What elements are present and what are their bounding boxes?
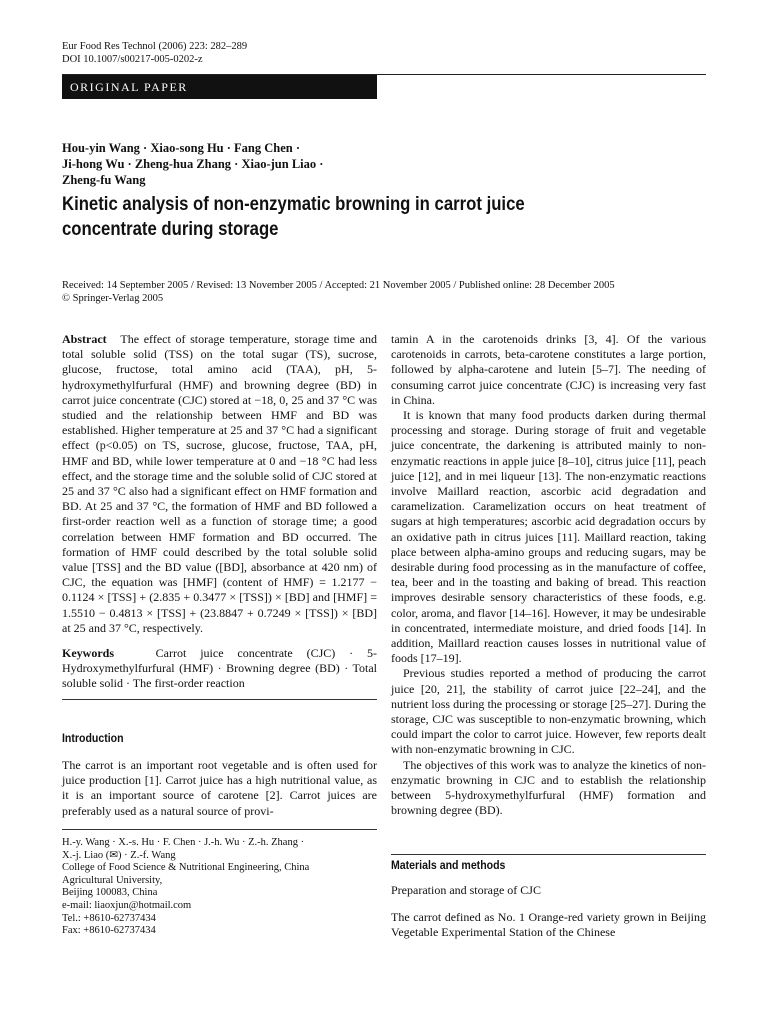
- introduction-section: [62, 758, 377, 819]
- paragraph: The carrot defined as No. 1 Orange-red variety grown in Beijing Vegetable Experimental Station of the Chinese: [391, 910, 706, 940]
- abstract-text: The effect of storage temperature, storage time and total soluble solid (TSS) on the total sugar (TS), sucrose, glucose, fructose, total amino acid (TAA), pH, 5-hydroxymethylfurfural (HMF) and browning degree (BD) in carrot juice concentrate (CJC) stored at −18, 0, 25 and 37 °C was studied and the relationship between HMF and BD was established. Higher temperature at 25 and 37 °C had a significant effect (p<0.05) on TS, sucrose, glucose, fructose, TAA, pH, HMF and BD, while lower temperature at 0 and −18 °C had less effect, and the storage time and the soluble solid of CJC stored at 25 and 37 °C also had a significant effect on HMF formation and BD. At 25 and 37 °C, the formation of HMF and BD followed a first-order reaction well as a function of storage time; a good correlation between HMF formation and BD occurred. The formation of HMF could described by the total soluble solid value [TSS] and the BD value ([BD], absorbance at 420 nm) of CJC, the equation was [HMF] (content of HMF) = 1.2177 − 0.1124 × [TSS] + (2.835 + 0.3477 × [TSS]) × [BD] and [HMF] = 1.5510 − 0.4813 × [TSS] + (23.8847 + 0.7249 × [TSS]) × [BD] at 25 and 37 °C, respectively.: [62, 332, 377, 635]
- keywords-label: Keywords: [62, 646, 114, 661]
- section-rule: [391, 854, 706, 855]
- affiliation-line: Tel.: +8610-62737434: [62, 912, 156, 924]
- introduction-heading-wrap: [62, 731, 377, 746]
- paragraph: Previous studies reported a method of producing the carrot juice [20, 21], the stability of carrot juice [22–24], and the nutrient loss during the processing or storage [25–27]. During the storage, CJC was susceptible to non-enzymatic browning, which could impart the color to carrot juice. However, few reports dealt with non-enzymatic browning in CJC.: [391, 666, 706, 757]
- methods-heading-wrap: [391, 858, 706, 873]
- introduction-heading: Introduction: [62, 731, 124, 745]
- section-rule: [62, 699, 377, 700]
- author-affiliation: [62, 837, 377, 938]
- keywords: [62, 646, 377, 692]
- author-line: Ji-hong Wu · Zheng-hua Zhang · Xiao-jun Liao ·: [62, 157, 324, 171]
- email[interactable]: e-mail: liaoxjun@hotmail.com: [62, 899, 192, 911]
- right-column: [391, 332, 706, 819]
- footnote-rule: [62, 829, 377, 830]
- paragraph: tamin A in the carotenoids drinks [3, 4]. Of the various carotenoids in carrots, beta-carotene constitutes a large portion, followed by alpha-carotene and lutein [5–7]. The needing of consuming carrot juice concentrate (CJC) is increasing very fast in China.: [391, 332, 706, 407]
- journal-citation: [62, 40, 247, 66]
- affiliation-line: Agricultural University,: [62, 874, 163, 886]
- history-dates: Received: 14 September 2005 / Revised: 13 November 2005 / Accepted: 21 November 2005 / Published online: 28 December 2005: [62, 280, 615, 291]
- affiliation-line: Fax: +8610-62737434: [62, 925, 156, 937]
- author-list: [62, 140, 662, 188]
- publication-dates: [62, 279, 712, 305]
- subsection-heading-wrap: [391, 883, 706, 898]
- author-line: Zheng-fu Wang: [62, 173, 146, 187]
- methods-section: [391, 910, 706, 940]
- abstract: [62, 332, 377, 636]
- methods-heading: Materials and methods: [391, 858, 506, 872]
- paragraph: It is known that many food products darken during thermal processing and storage. During storage of fruit and vegetable juice concentrate, the darkening is attributed mainly to non-enzymatic reactions in apple juice [8–10], citrus juice [11], peach juice [12], and in mei liqueur [13]. The non-enzymatic reactions involve Maillard reaction, ascorbic acid degradation and caramelization. Caramelization occurs on heat treatment of sugars at high temperatures; ascorbic acid degradation occurs by an oxidative path in citrus juices [11]. Maillard reaction, taking place between alpha-amino groups and reducing sugars, may be desirable during food processing as in the manufacture of coffee, tea, beer and in the toasting and baking of bread. This reaction improves desirable sensory characteristics of these foods, e.g. color, aroma, and flavor [14–16]. However, it may be undesirable in concentrated, intermediate moisture, and dried foods [14]. In addition, Maillard reaction causes losses in nutritional value of foods [17–19].: [391, 408, 706, 666]
- subsection-heading: Preparation and storage of CJC: [391, 883, 541, 897]
- section-badge: ORIGINAL PAPER: [62, 75, 377, 99]
- introduction-text: The carrot is an important root vegetable and is often used for juice production [1]. Carrot juice has a high nutritional value, as it is an important source of carotene [2]. Carrot juices are preferably used as a natural source of provi-: [62, 758, 377, 818]
- keywords-text: Carrot juice concentrate (CJC) · 5-Hydroxymethylfurfural (HMF) · Browning degree (BD) · Total soluble solid · The first-order reaction: [62, 646, 378, 691]
- title-line: concentrate during storage: [62, 219, 279, 240]
- journal-reference: Eur Food Res Technol (2006) 223: 282–289: [62, 41, 248, 52]
- abstract-label: Abstract: [62, 332, 107, 346]
- paragraph: The objectives of this work was to analyze the kinetics of non-enzymatic browning in CJC and to establish the relationship between 5-hydroxymethylfurfural (HMF) formation and browning degree (BD).: [391, 757, 706, 818]
- doi[interactable]: DOI 10.1007/s00217-005-0202-z: [62, 54, 203, 65]
- author-line: Hou-yin Wang · Xiao-song Hu · Fang Chen ·: [62, 141, 301, 155]
- affiliation-line: X.-j. Liao (✉) · Z.-f. Wang: [62, 849, 176, 861]
- affiliation-line: Beijing 100083, China: [62, 887, 158, 899]
- affiliation-line: College of Food Science & Nutritional Engineering, China: [62, 862, 310, 874]
- title-line: Kinetic analysis of non-enzymatic browning in carrot juice: [62, 194, 525, 215]
- affiliation-line: H.-y. Wang · X.-s. Hu · F. Chen · J.-h. Wu · Z.-h. Zhang ·: [62, 837, 305, 848]
- paper-title: [62, 192, 590, 242]
- copyright: © Springer-Verlag 2005: [62, 293, 164, 304]
- left-column: [62, 332, 377, 692]
